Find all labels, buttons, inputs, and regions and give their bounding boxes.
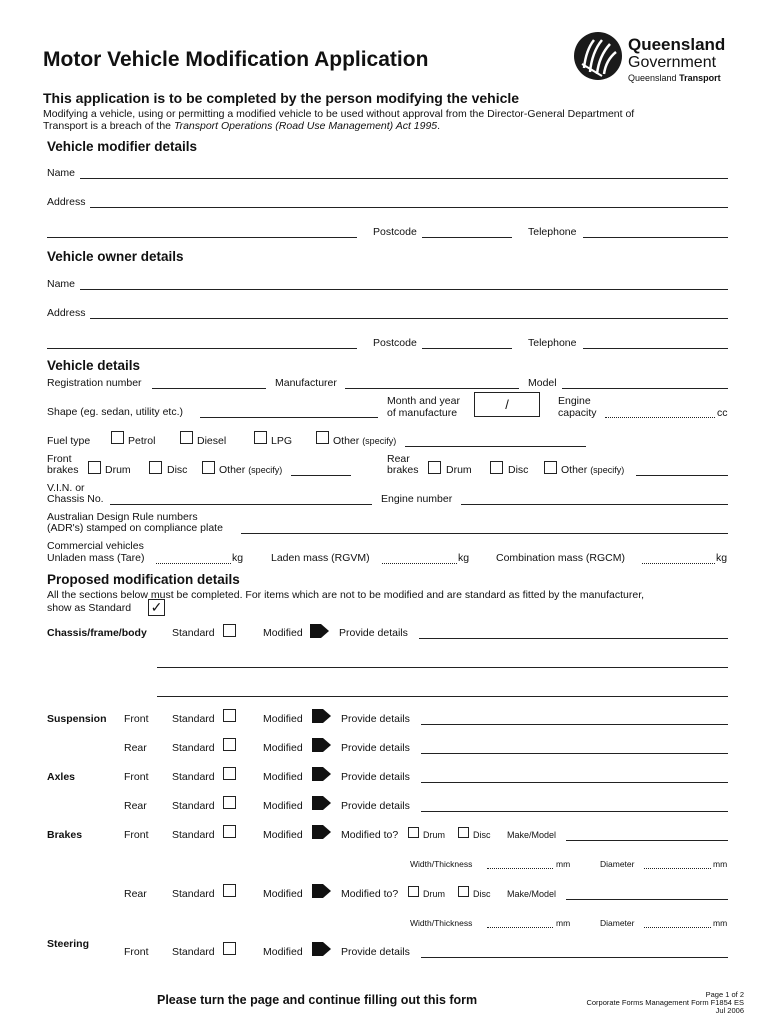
front-brakes-other-label: Other (specify): [219, 464, 283, 476]
owner-postcode-label: Postcode: [373, 337, 417, 349]
axles-front-label: Front: [124, 771, 149, 783]
laden-mass-label: Laden mass (RGVM): [271, 552, 370, 564]
brakes-front-make-model-field[interactable]: [566, 840, 728, 841]
brakes-front-standard-checkbox[interactable]: [223, 825, 236, 838]
brakes-front-arrow-icon: [323, 825, 331, 839]
brakes-rear-make-model-label: Make/Model: [507, 889, 557, 899]
modifier-postcode-label: Postcode: [373, 226, 417, 238]
month-year-field[interactable]: /: [474, 392, 540, 417]
axles-rear-modified-label: Modified: [263, 800, 303, 812]
brakes-rear-width-mm: mm: [556, 918, 571, 928]
owner-telephone-field[interactable]: [583, 348, 728, 349]
brakes-rear-label: Rear: [124, 888, 147, 900]
suspension-front-label: Front: [124, 713, 149, 725]
brakes-front-label: Front: [124, 829, 149, 841]
suspension-rear-details-field[interactable]: [421, 753, 728, 754]
rear-brakes-drum-checkbox[interactable]: [428, 461, 441, 474]
brakes-front-diameter-label: Diameter: [600, 859, 635, 869]
logo-text-department: Queensland Transport: [628, 73, 721, 83]
vin-label-2: Chassis No.: [47, 493, 104, 505]
rear-brakes-disc-label: Disc: [508, 464, 529, 476]
registration-label: Registration number: [47, 377, 142, 389]
suspension-front-details-field[interactable]: [421, 724, 728, 725]
brakes-front-modified-to-label: Modified to?: [341, 829, 399, 841]
brakes-front-drum-checkbox[interactable]: [408, 827, 419, 838]
brakes-front-standard-label: Standard: [172, 829, 215, 841]
fuel-lpg-label: LPG: [271, 435, 293, 447]
axles-rear-standard-label: Standard: [172, 800, 215, 812]
front-brakes-drum-checkbox[interactable]: [88, 461, 101, 474]
chassis-details-field-2[interactable]: [157, 667, 728, 668]
intro-text-line1: Modifying a vehicle, using or permitting a modified vehicle to be used without approval from the Director-General Department of: [43, 108, 635, 120]
month-year-label-2: of manufacture: [387, 407, 458, 419]
brakes-rear-drum-checkbox[interactable]: [408, 886, 419, 897]
combination-mass-label: Combination mass (RGCM): [496, 552, 625, 564]
modifier-name-field[interactable]: [80, 178, 728, 179]
modifier-address-label: Address: [47, 196, 86, 208]
brakes-front-width-field[interactable]: [487, 868, 553, 869]
adr-label-2: (ADR's) stamped on compliance plate: [47, 522, 223, 534]
model-field[interactable]: [562, 388, 728, 389]
axles-front-standard-checkbox[interactable]: [223, 767, 236, 780]
fuel-other-checkbox[interactable]: [316, 431, 329, 444]
engine-number-label: Engine number: [381, 493, 453, 505]
owner-telephone-label: Telephone: [528, 337, 577, 349]
logo-text-government: Government: [628, 54, 717, 71]
steering-front-modified-label: Modified: [263, 946, 303, 958]
front-brakes-disc-label: Disc: [167, 464, 188, 476]
unladen-mass-kg: kg: [232, 552, 244, 564]
adr-field[interactable]: [241, 533, 728, 534]
chassis-modified-label: Modified: [263, 627, 303, 639]
front-brakes-disc-checkbox[interactable]: [149, 461, 162, 474]
combination-mass-kg: kg: [716, 552, 728, 564]
brakes-rear-standard-checkbox[interactable]: [223, 884, 236, 897]
brakes-rear-width-field[interactable]: [487, 927, 553, 928]
laden-mass-field[interactable]: [382, 563, 457, 564]
suspension-label: Suspension: [47, 713, 107, 725]
shape-field[interactable]: [200, 417, 378, 418]
shape-label: Shape (eg. sedan, utility etc.): [47, 406, 183, 418]
steering-front-provide-details: Provide details: [341, 946, 410, 958]
proposed-section-heading: Proposed modification details: [47, 572, 240, 587]
chassis-modified-marker[interactable]: [310, 624, 321, 638]
fuel-diesel-checkbox[interactable]: [180, 431, 193, 444]
suspension-front-provide-details: Provide details: [341, 713, 410, 725]
front-brakes-label-2: brakes: [47, 464, 79, 476]
brakes-rear-diameter-label: Diameter: [600, 918, 635, 928]
queensland-emblem-icon: [572, 30, 626, 82]
modifier-name-label: Name: [47, 167, 76, 179]
rear-brakes-other-checkbox[interactable]: [544, 461, 557, 474]
brakes-rear-make-model-field[interactable]: [566, 899, 728, 900]
brakes-front-width-label: Width/Thickness: [410, 859, 473, 869]
fuel-lpg-checkbox[interactable]: [254, 431, 267, 444]
brakes-rear-drum-label: Drum: [423, 889, 445, 899]
brakes-rear-standard-label: Standard: [172, 888, 215, 900]
axles-front-modified-label: Modified: [263, 771, 303, 783]
laden-mass-kg: kg: [458, 552, 470, 564]
continue-notice: Please turn the page and continue filling out this form: [157, 993, 478, 1007]
front-brakes-drum-label: Drum: [105, 464, 131, 476]
brakes-front-modified-label: Modified: [263, 829, 303, 841]
brakes-rear-modified-marker[interactable]: [312, 884, 323, 898]
page-title: Motor Vehicle Modification Application: [43, 48, 429, 71]
standard-example-checkbox: ✓: [148, 599, 165, 616]
owner-name-label: Name: [47, 278, 76, 290]
brakes-front-diameter-mm: mm: [713, 859, 728, 869]
brakes-front-disc-checkbox[interactable]: [458, 827, 469, 838]
manufacturer-field[interactable]: [345, 388, 519, 389]
engine-capacity-label-1: Engine: [558, 395, 591, 407]
brakes-rear-modified-label: Modified: [263, 888, 303, 900]
form-reference: Corporate Forms Management Form F1854 ES: [586, 998, 744, 1007]
rear-brakes-label-1: Rear: [387, 453, 410, 465]
commercial-vehicles-label: Commercial vehicles: [47, 540, 144, 552]
modifier-postcode-field[interactable]: [422, 237, 512, 238]
brakes-front-make-model-label: Make/Model: [507, 830, 557, 840]
rear-brakes-label-2: brakes: [387, 464, 419, 476]
chassis-standard-checkbox[interactable]: [223, 624, 236, 637]
proposed-instructions-line1: All the sections below must be completed. For items which are not to be modified and are standard as fitted by the manufacturer,: [47, 589, 645, 601]
chassis-details-field-1[interactable]: [419, 638, 728, 639]
month-year-label-1: Month and year: [387, 395, 460, 407]
brakes-rear-diameter-mm: mm: [713, 918, 728, 928]
model-label: Model: [528, 377, 557, 389]
suspension-rear-standard-checkbox[interactable]: [223, 738, 236, 751]
steering-front-standard-label: Standard: [172, 946, 215, 958]
axles-front-standard-label: Standard: [172, 771, 215, 783]
owner-section-heading: Vehicle owner details: [47, 249, 184, 264]
fuel-petrol-checkbox[interactable]: [111, 431, 124, 444]
axles-rear-details-field[interactable]: [421, 811, 728, 812]
modifier-telephone-label: Telephone: [528, 226, 577, 238]
chassis-provide-details-label: Provide details: [339, 627, 408, 639]
owner-address-label: Address: [47, 307, 86, 319]
fuel-diesel-label: Diesel: [197, 435, 227, 447]
unladen-mass-field[interactable]: [156, 563, 231, 564]
steering-front-arrow-icon: [323, 942, 331, 956]
modifier-address-line2-field[interactable]: [47, 237, 357, 238]
owner-name-field[interactable]: [80, 289, 728, 290]
page-number: Page 1 of 2: [705, 990, 744, 999]
axles-label: Axles: [47, 771, 76, 783]
suspension-front-arrow-icon: [323, 709, 331, 723]
brakes-rear-disc-label: Disc: [473, 889, 491, 899]
engine-capacity-field[interactable]: [605, 417, 715, 418]
modifier-telephone-field[interactable]: [583, 237, 728, 238]
combination-mass-field[interactable]: [642, 563, 715, 564]
steering-label: Steering: [47, 938, 90, 950]
unladen-mass-label: Unladen mass (Tare): [47, 552, 145, 564]
brakes-rear-disc-checkbox[interactable]: [458, 886, 469, 897]
manufacturer-label: Manufacturer: [275, 377, 337, 389]
front-brakes-other-field[interactable]: [291, 475, 351, 476]
rear-brakes-disc-checkbox[interactable]: [490, 461, 503, 474]
logo-text-queensland: Queensland: [628, 35, 726, 54]
brakes-rear-diameter-field[interactable]: [644, 927, 711, 928]
fuel-other-field[interactable]: [405, 446, 586, 447]
suspension-rear-provide-details: Provide details: [341, 742, 410, 754]
steering-front-details-field[interactable]: [421, 957, 728, 958]
vin-field[interactable]: [110, 504, 372, 505]
vin-label-1: V.I.N. or: [47, 482, 85, 494]
front-brakes-other-checkbox[interactable]: [202, 461, 215, 474]
engine-capacity-label-2: capacity: [558, 407, 597, 419]
fuel-type-label: Fuel type: [47, 435, 91, 447]
suspension-front-standard-label: Standard: [172, 713, 215, 725]
suspension-rear-modified-label: Modified: [263, 742, 303, 754]
suspension-rear-label: Rear: [124, 742, 147, 754]
intro-text-line2: Transport is a breach of the Transport Operations (Road Use Management) Act 1995.: [43, 120, 441, 132]
axles-front-details-field[interactable]: [421, 782, 728, 783]
brakes-front-disc-label: Disc: [473, 830, 491, 840]
vehicle-section-heading: Vehicle details: [47, 358, 141, 373]
brakes-label: Brakes: [47, 829, 83, 841]
brakes-rear-modified-to-label: Modified to?: [341, 888, 399, 900]
brakes-front-modified-marker[interactable]: [312, 825, 323, 839]
chassis-label: Chassis/frame/body: [47, 627, 147, 639]
axles-front-arrow-icon: [323, 767, 331, 781]
rear-brakes-other-label: Other (specify): [561, 464, 625, 476]
axles-rear-standard-checkbox[interactable]: [223, 796, 236, 809]
modifier-section-heading: Vehicle modifier details: [47, 139, 198, 154]
suspension-front-modified-marker[interactable]: [312, 709, 323, 723]
intro-heading: This application is to be completed by the person modifying the vehicle: [43, 90, 520, 106]
chassis-details-field-3[interactable]: [157, 696, 728, 697]
cc-unit: cc: [717, 407, 728, 419]
steering-front-modified-marker[interactable]: [312, 942, 323, 956]
form-date: Jul 2006: [715, 1006, 744, 1015]
steering-front-standard-checkbox[interactable]: [223, 942, 236, 955]
chassis-modified-arrow-icon: [321, 624, 329, 638]
owner-address-line2-field[interactable]: [47, 348, 357, 349]
brakes-front-diameter-field[interactable]: [644, 868, 711, 869]
brakes-rear-arrow-icon: [323, 884, 331, 898]
fuel-other-label: Other (specify): [333, 435, 397, 447]
suspension-rear-modified-marker[interactable]: [312, 738, 323, 752]
adr-label-1: Australian Design Rule numbers: [47, 511, 198, 523]
axles-rear-label: Rear: [124, 800, 147, 812]
brakes-front-width-mm: mm: [556, 859, 571, 869]
fuel-petrol-label: Petrol: [128, 435, 156, 447]
axles-front-provide-details: Provide details: [341, 771, 410, 783]
suspension-rear-arrow-icon: [323, 738, 331, 752]
chassis-standard-label: Standard: [172, 627, 215, 639]
proposed-instructions-line2: show as Standard: [47, 602, 132, 614]
steering-front-label: Front: [124, 946, 149, 958]
suspension-rear-standard-label: Standard: [172, 742, 215, 754]
owner-address-field[interactable]: [90, 318, 728, 319]
front-brakes-label-1: Front: [47, 453, 72, 465]
axles-rear-modified-marker[interactable]: [312, 796, 323, 810]
registration-field[interactable]: [152, 388, 266, 389]
owner-postcode-field[interactable]: [422, 348, 512, 349]
suspension-front-modified-label: Modified: [263, 713, 303, 725]
axles-rear-arrow-icon: [323, 796, 331, 810]
rear-brakes-other-field[interactable]: [636, 475, 728, 476]
brakes-front-drum-label: Drum: [423, 830, 445, 840]
axles-front-modified-marker[interactable]: [312, 767, 323, 781]
engine-number-field[interactable]: [461, 504, 728, 505]
rear-brakes-drum-label: Drum: [446, 464, 472, 476]
brakes-rear-width-label: Width/Thickness: [410, 918, 473, 928]
modifier-address-field[interactable]: [90, 207, 728, 208]
axles-rear-provide-details: Provide details: [341, 800, 410, 812]
suspension-front-standard-checkbox[interactable]: [223, 709, 236, 722]
